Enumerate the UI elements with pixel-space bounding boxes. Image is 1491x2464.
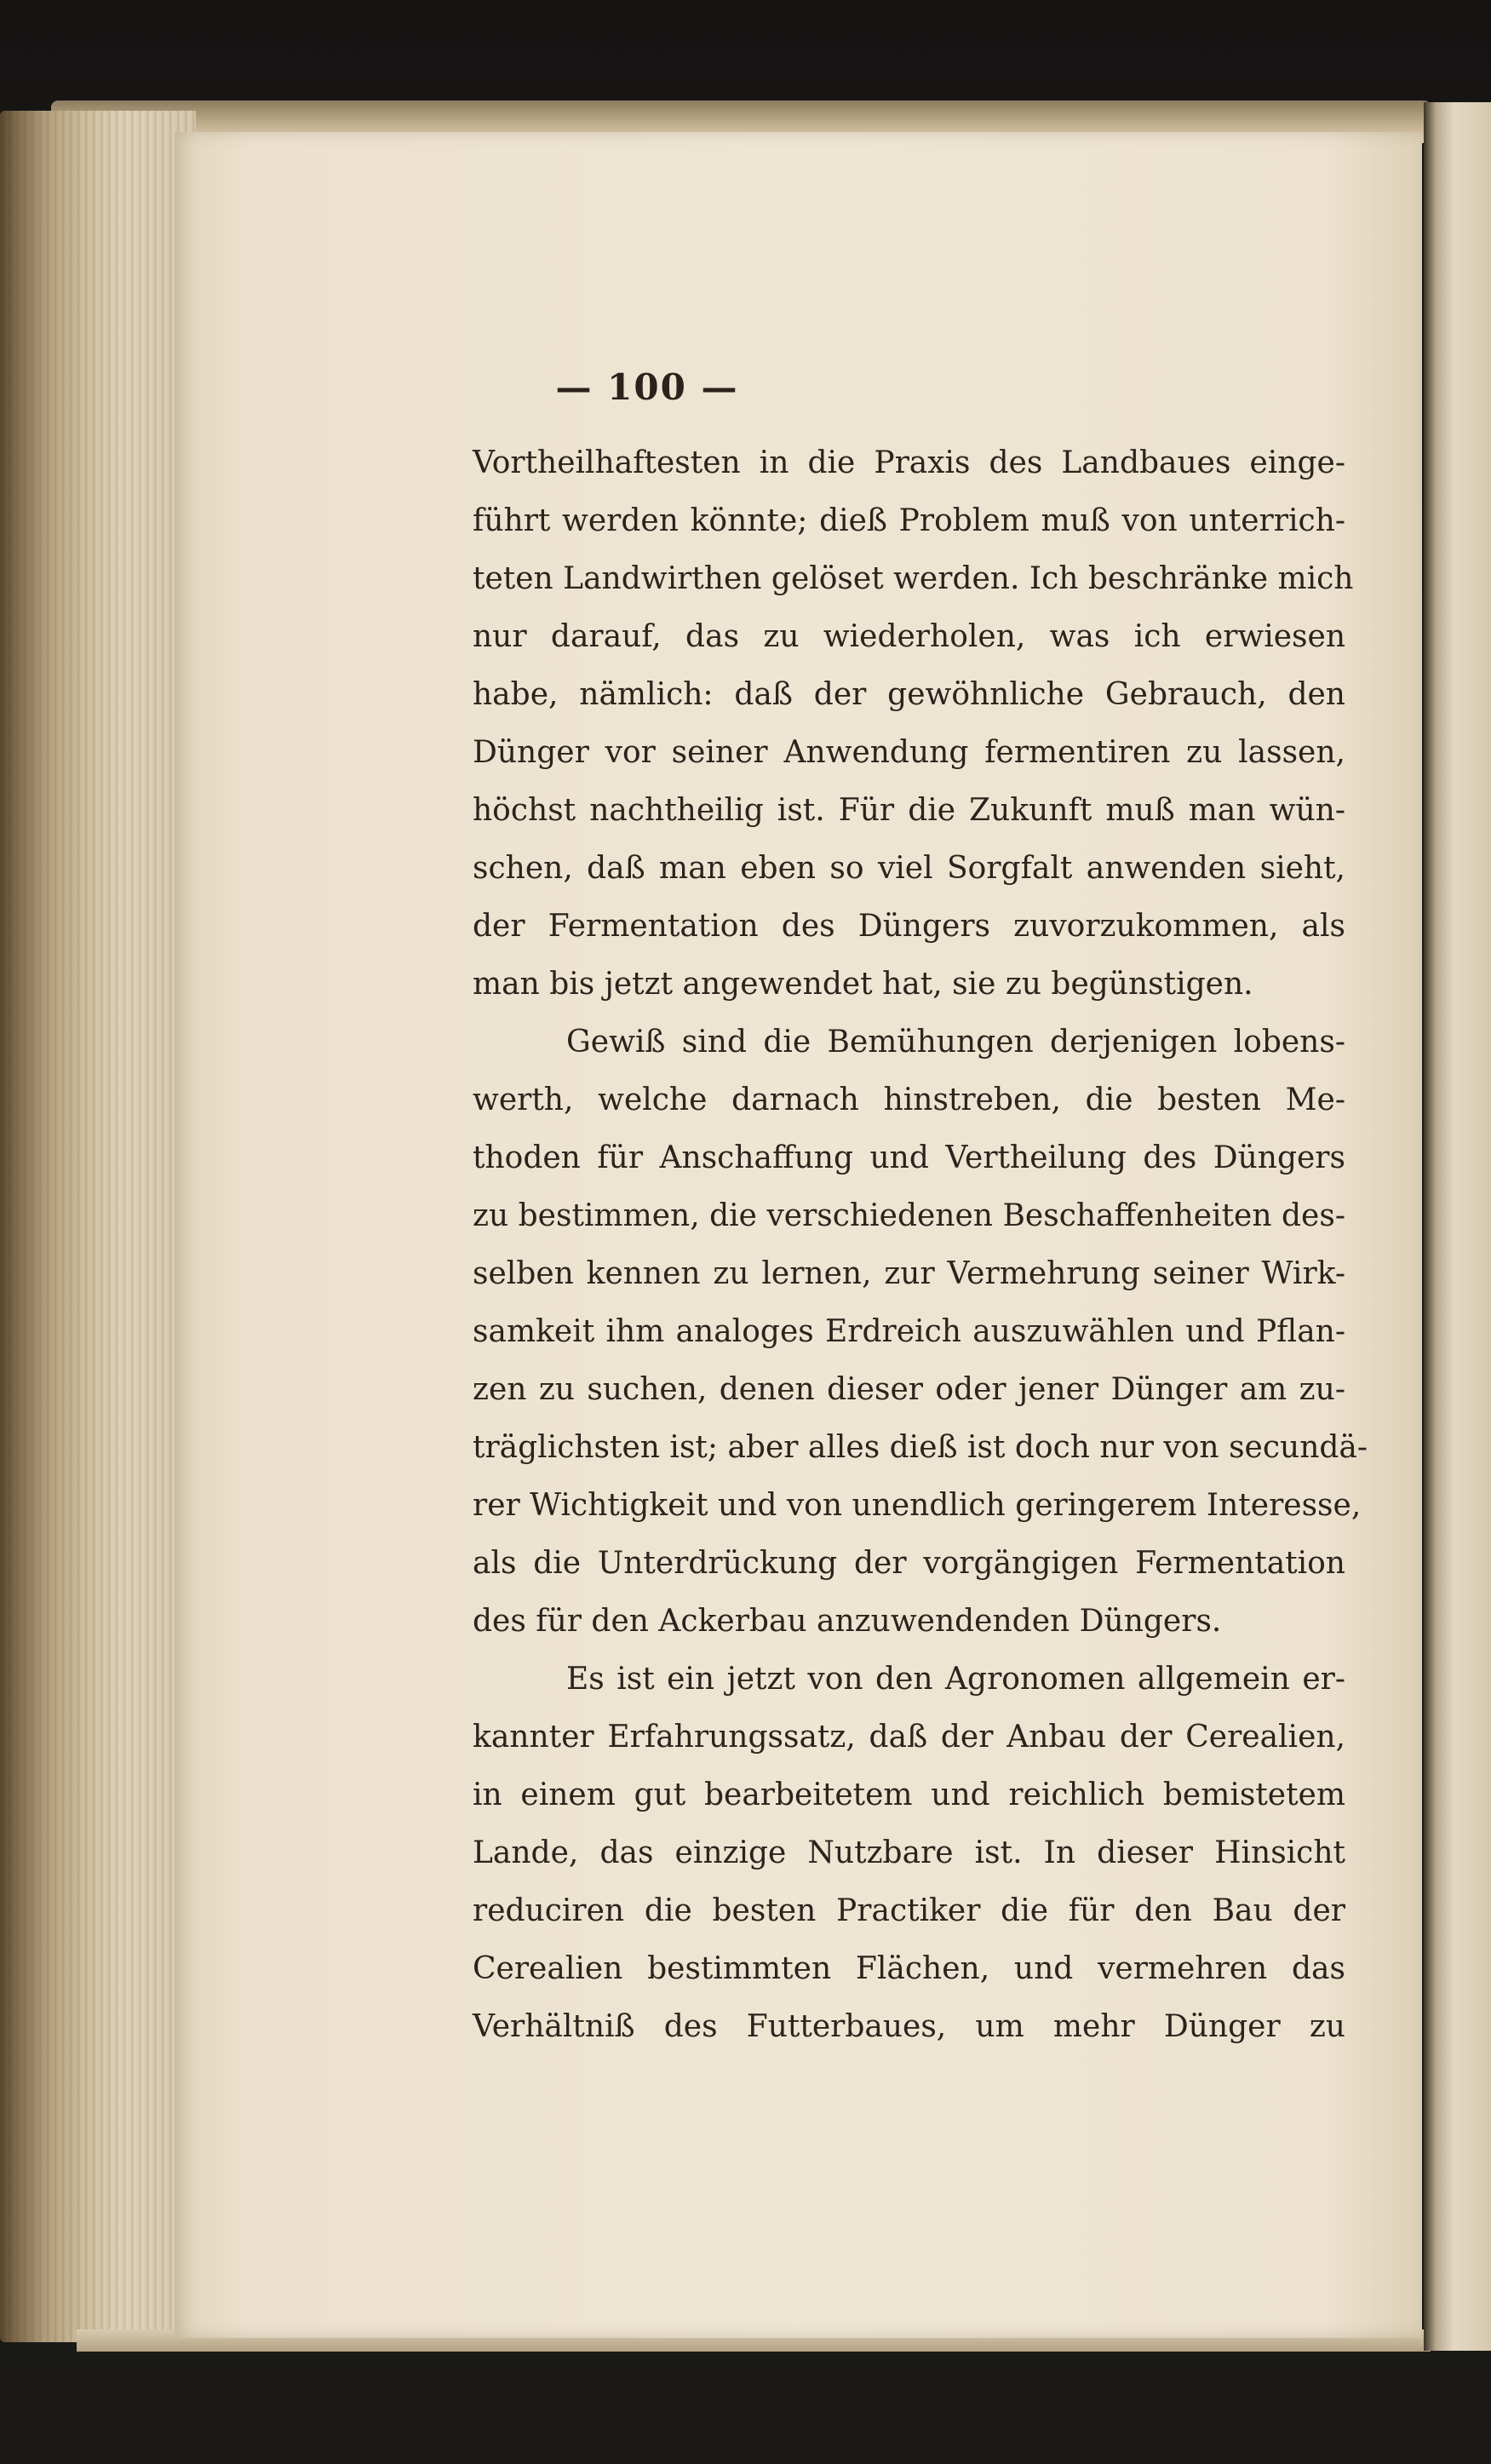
text-line: als die Unterdrückung der vorgängigen Fermentation: [473, 1546, 1345, 1581]
page-number: — 100 —: [555, 366, 739, 408]
text-line: zu bestimmen, die verschiedenen Beschaffenheiten des-: [473, 1198, 1345, 1233]
text-line: höchst nachtheilig ist. Für die Zukunft muß man wün-: [473, 793, 1345, 828]
text-line: kannter Erfahrungssatz, daß der Anbau der Cerealien,: [473, 1720, 1345, 1755]
body-text: [473, 434, 1368, 2056]
text-line: träglichsten ist; aber alles dieß ist doch nur von secundä-: [473, 1430, 1368, 1465]
page-stack-stain: [0, 111, 81, 2342]
text-line: selben kennen zu lernen, zur Vermehrung seiner Wirk-: [473, 1256, 1345, 1291]
text-line: Lande, das einzige Nutzbare ist. In dieser Hinsicht: [473, 1835, 1345, 1870]
text-line: habe, nämlich: daß der gewöhnliche Gebrauch, den: [473, 677, 1345, 712]
text-line: nur darauf, das zu wiederholen, was ich erwiesen: [473, 619, 1345, 654]
text-line: Cerealien bestimmten Flächen, und vermehren das: [473, 1951, 1345, 1986]
text-line: reduciren die besten Practiker die für den Bau der: [473, 1893, 1345, 1928]
text-line: Verhältniß des Futterbaues, um mehr Dünger zu: [473, 2009, 1345, 2044]
text-line: Dünger vor seiner Anwendung fermentiren zu lassen,: [473, 735, 1345, 770]
text-line: zen zu suchen, denen dieser oder jener Dünger am zu-: [473, 1372, 1345, 1407]
text-line: schen, daß man eben so viel Sorgfalt anwenden sieht,: [473, 851, 1345, 886]
text-line: der Fermentation des Düngers zuvorzukommen, als: [473, 909, 1345, 944]
next-page-edge: [1424, 102, 1491, 2351]
text-line: rer Wichtigkeit und von unendlich geringerem Interesse,: [473, 1488, 1362, 1523]
text-line: führt werden könnte; dieß Problem muß von unterrich-: [473, 503, 1345, 538]
text-line: teten Landwirthen gelöset werden. Ich beschränke mich: [473, 561, 1354, 596]
text-line: man bis jetzt angewendet hat, sie zu begünstigen.: [473, 967, 1253, 1002]
text-line: samkeit ihm analoges Erdreich auszuwählen und Pflan-: [473, 1314, 1345, 1349]
text-line: Gewiß sind die Bemühungen derjenigen lobens-: [566, 1025, 1345, 1060]
text-line: Es ist ein jetzt von den Agronomen allgemein er-: [566, 1662, 1345, 1697]
text-line: in einem gut bearbeitetem und reichlich bemistetem: [473, 1778, 1345, 1812]
text-line: des für den Ackerbau anzuwendenden Düngers.: [473, 1604, 1222, 1639]
text-line: Vortheilhaftesten in die Praxis des Landbaues einge-: [473, 445, 1345, 480]
text-line: thoden für Anschaffung und Vertheilung des Düngers: [473, 1140, 1345, 1175]
text-line: werth, welche darnach hinstreben, die besten Me-: [473, 1083, 1345, 1117]
